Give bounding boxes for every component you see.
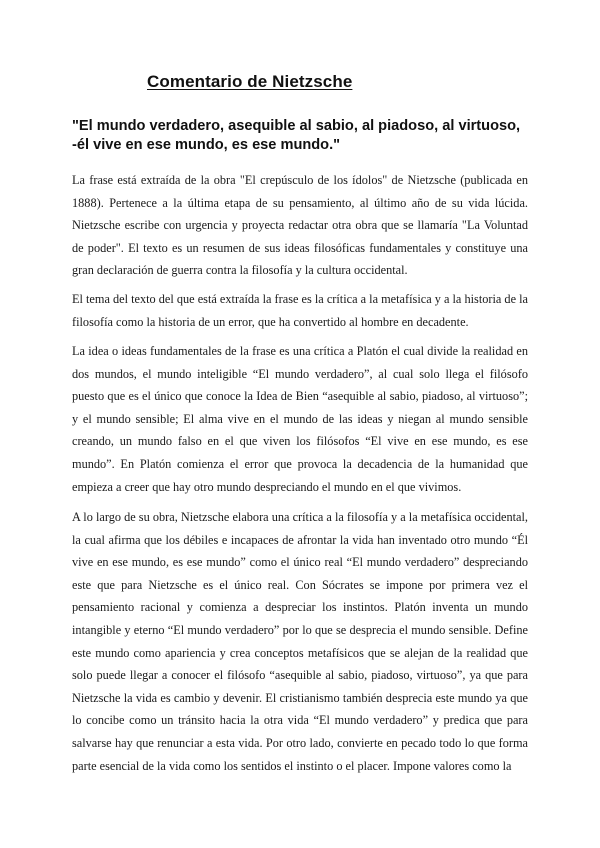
quote-heading: "El mundo verdadero, asequible al sabio, al piadoso, al virtuoso, -él vive en ese mundo, es ese mundo." [72,118,521,153]
paragraph-4: A lo largo de su obra, Nietzsche elabora una crítica a la filosofía y a la metafísica occidental, la cual afirma que los débiles e incapaces de afrontar la vida han inventado otro mundo “Él vive en ese mundo, es ese mundo” como el único real “El mundo verdadero” despreciando este que para Nietzsche es el único real. Con Sócrates se impone por primera vez el pensamiento racional y comienza a despreciar los instintos. Platón inventa un mundo intangible y eterno “El mundo verdadero” por lo que se desprecia el mundo sensible. Define este mundo como apariencia y crea conceptos metafísicos que se alejan de la realidad que solo puede llegar a conocer el filósofo “asequible al sabio, piadoso, virtuoso”, ya que para Nietzsche la vida es cambio y devenir. El cristianismo también desprecia este mundo ya que lo concibe como un tránsito hacia la otra vida “El mundo verdadero” y predica que para salvarse hay que renunciar a esta vida. Por otro lado, convierte en pecado todo lo que forma parte esencial de la vida como los sentidos el instinto o el placer. Impone valores como la [72,510,528,773]
paragraph-3: La idea o ideas fundamentales de la frase es una crítica a Platón el cual divide la realidad en dos mundos, el mundo inteligible “El mundo verdadero”, al cual solo llega el filósofo puesto que es el único que conoce la Idea de Bien “asequible al sabio, piadoso, al virtuoso”; y el mundo sensible; El alma vive en el mundo de las ideas y niegan al mundo sensible creando, un mundo falso en el que viven los filósofos “El vive en ese mundo, es ese mundo”. En Platón comienza el error que provoca la decadencia de la humanidad que empieza a creer que hay otro mundo despreciando el mundo en el que vivimos. [72,344,528,494]
paragraph-2: El tema del texto del que está extraída la frase es la crítica a la metafísica y a la historia de la filosofía como la historia de un error, que ha convertido al hombre en decadente. [72,292,528,329]
page-title: Comentario de Nietzsche [147,72,353,91]
paragraph-1: La frase está extraída de la obra "El crepúsculo de los ídolos" de Nietzsche (publicada en 1888). Pertenece a la última etapa de su pensamiento, al último año de su vida lúcida. Nietzsche escribe con urgencia y proyecta redactar otra obra que se llamaría "La Voluntad de poder". El texto es un resumen de sus ideas filosóficas fundamentales y constituye una gran declaración de guerra contra la filosofía y la cultura occidental. [72,173,528,278]
